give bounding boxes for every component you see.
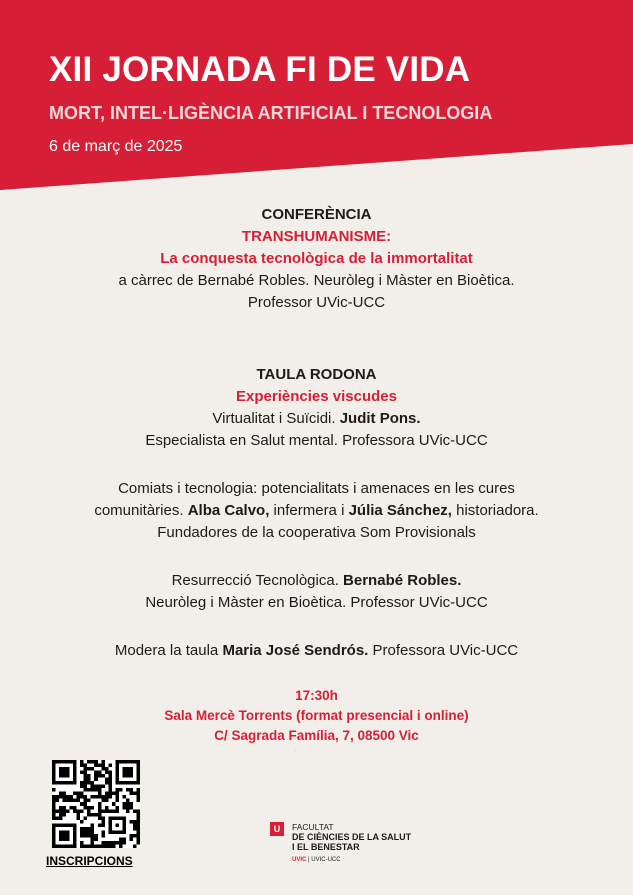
talk1-topic: Virtualitat i Suïcidi. [212,410,336,427]
moderator-role: Professora UVic-UCC [372,642,519,659]
talk2-role: Fundadores de la cooperativa Som Provisionals [157,524,476,541]
conference-title: TRANSHUMANISME: [241,228,392,245]
faculty-line2: DE CIÈNCIES DE LA SALUT [292,832,412,842]
talk2-line [0,500,633,522]
uvic-logo-icon: U [270,822,284,836]
talk1-role: Especialista en Salut mental. Professora UVic-UCC [145,432,488,449]
conference-speaker: a càrrec de Bernabé Robles. Neuròleg i Màster en Bioètica. [118,272,515,289]
faculty-footer-brand: UVIC [292,857,307,863]
event-title: XII JORNADA FI DE VIDA [49,50,471,89]
talk2-topic-line2: comunitàries. [94,502,184,519]
qr-code[interactable] [52,760,140,848]
conference-heading: CONFERÈNCIA [261,206,372,223]
banner-shape [0,0,633,192]
moderator-line [0,640,633,662]
registration-link[interactable]: INSCRIPCIONS [46,854,133,868]
header-banner [0,0,633,192]
event-address: C/ Sagrada Família, 7, 08500 Vic [214,728,419,743]
talk2-speaker2-role: historiadora. [456,502,539,519]
program-content [0,204,633,746]
talk2-speaker1-role: infermera i [273,502,345,519]
talk2-speaker2: Júlia Sánchez, [348,502,452,519]
moderator-prefix: Modera la taula [114,642,219,659]
round-table-heading: TAULA RODONA [256,366,377,383]
faculty-line3: I EL BENESTAR [292,842,360,852]
faculty-line1: FACULTAT [292,822,334,832]
faculty-logo [270,822,411,865]
conference-speaker-role: Professor UVic-UCC [247,294,386,311]
talk3-line [0,570,633,592]
talk1-line [0,408,633,430]
event-time: 17:30h [295,688,338,703]
conference-subtitle: La conquesta tecnològica de la immortalitat [160,250,473,267]
talk1-speaker: Judit Pons. [339,410,421,427]
talk3-topic: Resurrecció Tecnològica. [171,572,339,589]
faculty-name [292,822,411,865]
event-date: 6 de març de 2025 [49,138,183,155]
talk3-role: Neuròleg i Màster en Bioètica. Professor UVic-UCC [145,594,488,611]
event-room: Sala Mercè Torrents (format presencial i online) [164,708,469,723]
faculty-footer [292,855,411,865]
talk2-topic-line1: Comiats i tecnologia: potencialitats i amenaces en les cures [118,480,515,497]
event-subtitle: MORT, INTEL·LIGÈNCIA ARTIFICIAL I TECNOLOGIA [49,103,493,123]
talk2-speaker1: Alba Calvo, [187,502,270,519]
moderator-name: Maria José Sendrós. [222,642,369,659]
faculty-footer-rest: | UVIC-UCC [308,857,341,863]
talk3-speaker: Bernabé Robles. [343,572,462,589]
round-table-subtitle: Experiències viscudes [236,388,397,405]
